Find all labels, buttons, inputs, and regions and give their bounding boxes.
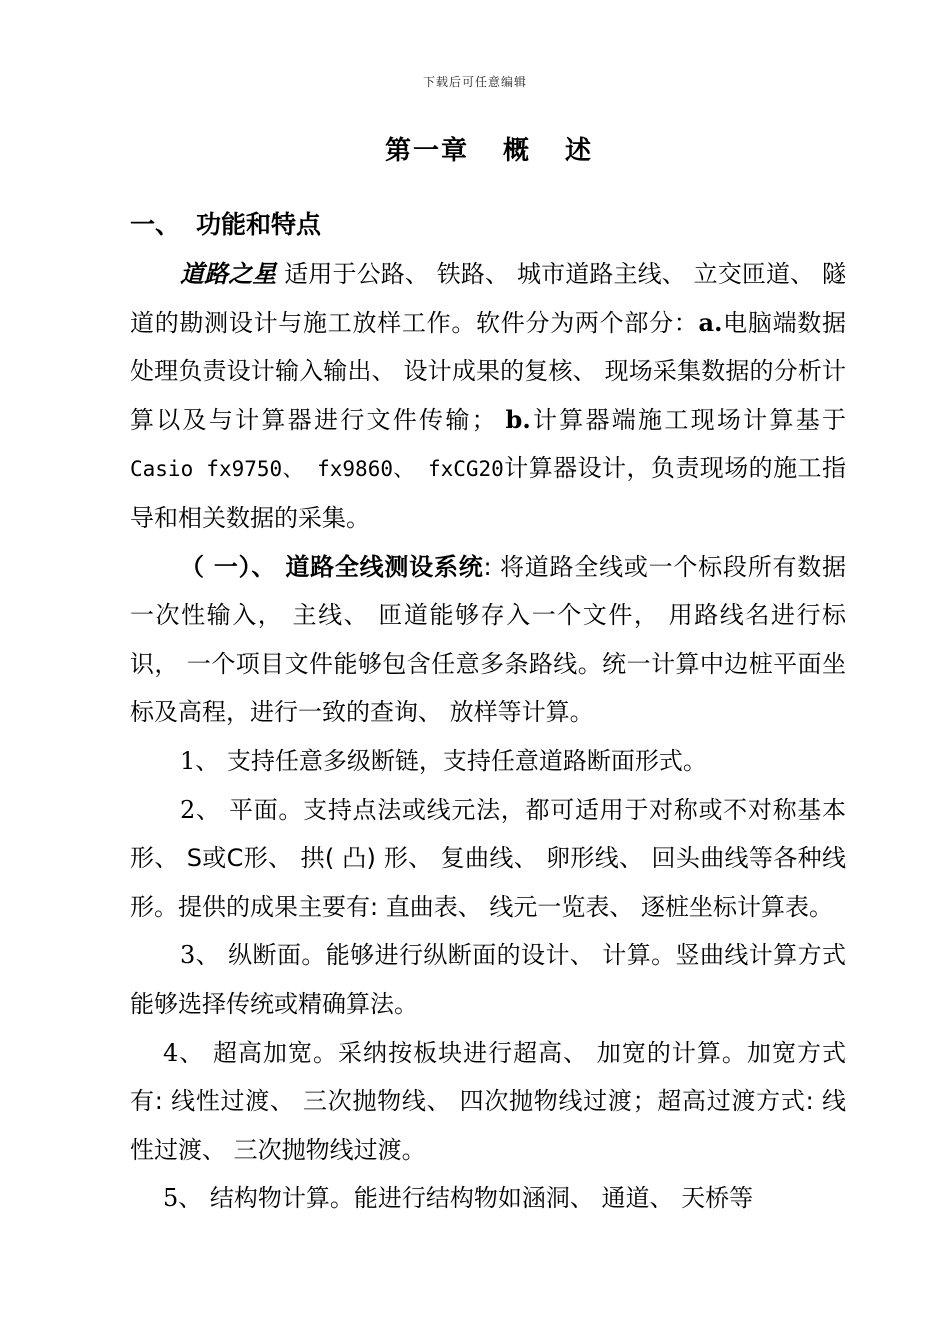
text-a: 电脑端数据处理负责设计输入输出、 设计成果的复核、 现场采集数据的分析计算以及与计算器进行文件传输； xyxy=(130,308,847,434)
subsection-title: （ 一）、 道路全线测设系统 xyxy=(180,552,484,581)
chapter-word-2: 述 xyxy=(565,136,594,166)
text-b1: 计算器端施工现场计算基于 xyxy=(530,405,847,434)
brand-name: 道路之星 xyxy=(180,260,277,288)
document-body xyxy=(130,250,846,1223)
label-b: b. xyxy=(505,404,531,434)
intro-paragraph xyxy=(130,250,846,543)
chapter-number: 第一章 xyxy=(384,136,469,166)
item-text-5: 结构物计算。能进行结构物如涵洞、 通道、 天桥等 xyxy=(202,1184,754,1213)
text-b2: 计算器设计，负责现场的施工指导和相关数据的采集。 xyxy=(130,454,846,532)
item-number-4: 4、 xyxy=(163,1038,205,1067)
item-text-2: 平面。支持点法或线元法，都可适用于对称或不对称基本形、 S或C形、 拱( 凸) 形、 复曲线、 卵形线、 回头曲线等各种线形。提供的成果主要有: 直曲表、 线元一览表、 逐桩坐标计算表。 xyxy=(130,795,846,921)
item-number-2: 2、 xyxy=(180,795,221,824)
item-text-4: 超高加宽。采纳按板块进行超高、 加宽的计算。加宽方式有: 线性过渡、 三次抛物线、 四次抛物线过渡；超高过渡方式: 线性过渡、 三次抛物线过渡。 xyxy=(130,1038,846,1164)
intro-text: 适用于公路、 铁路、 城市道路主线、 立交匝道、 隧道的勘测设计与施工放样工作。软件分为两个部分： xyxy=(130,260,846,337)
list-item-1 xyxy=(130,737,846,786)
item-number-1: 1、 xyxy=(180,746,220,775)
item-number-3: 3、 xyxy=(180,941,221,970)
item-text-3: 纵断面。能够进行纵断面的设计、 计算。竖曲线计算方式能够选择传统或精确算法。 xyxy=(130,941,846,1018)
list-item-3 xyxy=(130,931,846,1028)
subsection-text: 将道路全线或一个标段所有数据一次性输入， 主线、 匝道能够存入一个文件， 用路线名进行标识， 一个项目文件能够包含任意多条路线。统一计算中边桩平面坐标及高程，进行一致的查询、 放样等计算。 xyxy=(130,552,847,727)
section-title: 功能和特点 xyxy=(196,210,322,239)
section-number: 一、 xyxy=(130,210,181,239)
item-text-1: 支持任意多级断链，支持任意道路断面形式。 xyxy=(219,746,707,775)
chapter-word-1: 概 xyxy=(502,136,531,166)
subsection-colon: : xyxy=(483,552,500,581)
label-a: a. xyxy=(698,307,723,337)
list-item-5 xyxy=(130,1174,846,1223)
list-item-2 xyxy=(130,786,846,932)
section-heading xyxy=(130,205,321,241)
item-number-5: 5、 xyxy=(163,1184,203,1213)
subsection-paragraph xyxy=(130,543,846,737)
chapter-title xyxy=(0,130,950,167)
calculator-models: Casio fx9750、 fx9860、 fxCG20 xyxy=(130,457,504,482)
header-note: 下载后可任意编辑 xyxy=(422,75,527,89)
list-item-4 xyxy=(130,1029,846,1175)
